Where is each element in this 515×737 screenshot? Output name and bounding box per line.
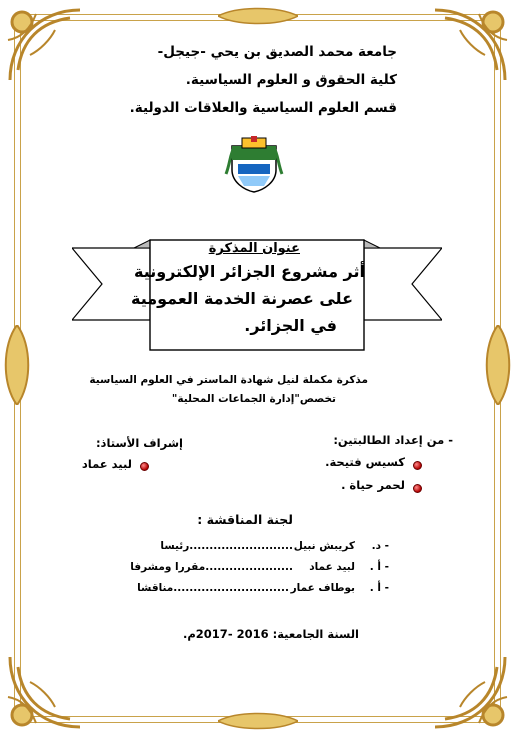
thesis-title-line-3: في الجزائر. <box>244 316 337 335</box>
memo-purpose: مذكرة مكملة لنيل شهادة الماستر في العلوم السياسية <box>89 374 368 386</box>
committee-member-2-prefix: - أ . <box>369 561 389 573</box>
student-name-2: لحمر حياة . <box>341 478 405 492</box>
thesis-title-line-2: على عصرنة الخدمة العمومية <box>130 289 353 308</box>
thesis-title-line-1: أثر مشروع الجزائر الإلكترونية <box>134 262 365 281</box>
committee-member-3-role: .............................مناقشا <box>137 582 289 594</box>
committee-heading: لجنة المناقشة : <box>197 512 293 527</box>
supervisor-heading: إشراف الأستاذ: <box>95 436 183 450</box>
corner-ornament-bottom-left <box>0 647 90 737</box>
corner-ornament-top-right <box>425 0 515 90</box>
bullet-icon <box>413 484 422 493</box>
bullet-icon <box>413 461 422 470</box>
university-name: جامعة محمد الصديق بن يحي -جيجل- <box>157 44 397 60</box>
faculty-name: كلية الحقوق و العلوم السياسية. <box>185 72 397 88</box>
top-center-ornament <box>218 6 298 26</box>
corner-ornament-top-left <box>0 0 90 90</box>
student-name-1: كسيس فتيحة. <box>325 455 405 469</box>
university-emblem <box>224 134 284 194</box>
memo-specialty: تخصص"إدارة الجماعات المحلية" <box>171 393 336 405</box>
bullet-icon <box>140 462 149 471</box>
corner-ornament-bottom-right <box>425 647 515 737</box>
supervisor-name: لبيد عماد <box>81 457 132 471</box>
committee-member-2-name: لبيد عماد <box>309 561 355 573</box>
students-heading: - من إعداد الطالبتين: <box>333 433 453 447</box>
side-ornament-left <box>2 325 32 405</box>
department-name: قسم العلوم السياسية والعلاقات الدولية. <box>129 100 397 116</box>
committee-member-3-name: بوطاف عمار <box>290 582 355 594</box>
side-ornament-right <box>483 325 513 405</box>
committee-member-2-role: ......................مقررا ومشرفا <box>130 561 293 573</box>
bottom-center-ornament <box>218 711 298 731</box>
committee-member-1-role: ..........................رئيسا <box>160 540 293 552</box>
title-label: عنوان المذكرة <box>208 241 300 256</box>
committee-member-1-prefix: - د. <box>371 540 389 552</box>
committee-member-1-name: كريبش نبيل <box>293 540 355 552</box>
committee-member-3-prefix: - أ . <box>369 582 389 594</box>
inner-frame-line <box>20 20 495 717</box>
academic-year: السنة الجامعية: 2016 -2017م. <box>182 627 359 641</box>
